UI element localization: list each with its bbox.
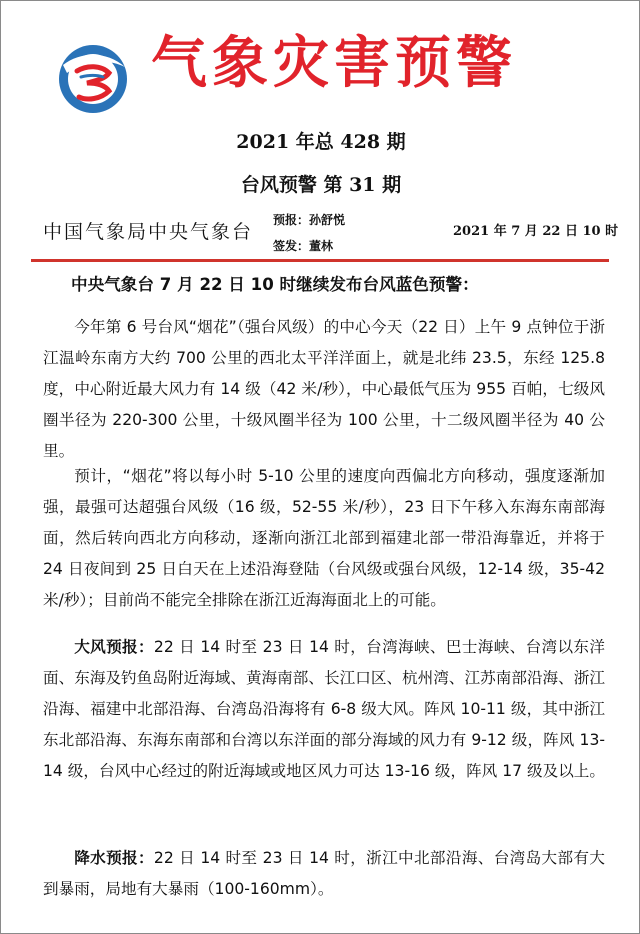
warning-headline: 中央气象台 7 月 22 日 10 时继续发布台风蓝色预警： [71,275,479,294]
rain-forecast-text: 22 日 14 时至 23 日 14 时，浙江中北部沿海、台湾岛大部有大到暴雨，局地有大暴雨（100-160mm）。 [43,849,605,898]
wind-forecast-text: 22 日 14 时至 23 日 14 时，台湾海峡、巴士海峡、台湾以东洋面、东海及钓鱼岛附近海域、黄海南部、长江口区、杭州湾、江苏南部沿海、浙江沿海、福建中北部沿海、台湾岛沿海将有 6-8 级大风。阵风 10-11 级，其中浙江东北部沿海、东海东南部和台湾以东洋面的部分海域的风力有 9-12 级，阵风 13-14 级，台风中心经过的附近海域或地区风力可达 13-16 级，阵风 17 级及以上。 [43,638,605,780]
rain-forecast-label: 降水预报： [74,849,154,867]
forecaster: 预报：孙舒悦 [273,213,346,227]
typhoon-forecast-paragraph [43,461,605,616]
cma-logo-icon [57,43,129,115]
typhoon-forecast-text: 预计，“烟花”将以每小时 5-10 公里的速度向西偏北方向移动，强度逐渐加强，最强可达超强台风级（16 级，52-55 米/秒），23 日下午移入东海东南部海面，然后转向西北方向移动，逐渐向浙江北部到福建北部一带沿海靠近，并将于 24 日夜间到 25 日白天在上述沿海登陆（台风级或强台风级，12-14 级，35-42 米/秒）；目前尚不能完全排除在浙江近海海面北上的可能。 [43,467,605,609]
issue-datetime: 2021 年 7 月 22 日 10 时 [453,224,619,239]
rain-forecast-paragraph [43,843,605,905]
wind-forecast-paragraph [43,632,605,787]
bulletin-title: 气象灾害预警 [151,30,517,96]
issue-number: 台风预警 第 31 期 [240,174,402,196]
issue-year: 2021 年总 428 期 [236,131,406,153]
header-divider [31,259,609,262]
wind-forecast-label: 大风预报： [74,638,154,656]
issuer-name: 中国气象局中央气象台 [43,221,254,243]
approver: 签发：董林 [273,239,334,253]
typhoon-position-text: 今年第 6 号台风“烟花”（强台风级）的中心今天（22 日）上午 9 点钟位于浙江温岭东南方大约 700 公里的西北太平洋洋面上，就是北纬 23.5，东经 125.8 度，中心附近最大风力有 14 级（42 米/秒），中心最低气压为 955 百帕，七级风圈半径为 220-300 公里，十级风圈半径为 100 公里，十二级风圈半径为 40 公里。 [43,318,605,460]
logo-blue-stroke [81,76,103,78]
typhoon-position-paragraph [43,312,605,467]
